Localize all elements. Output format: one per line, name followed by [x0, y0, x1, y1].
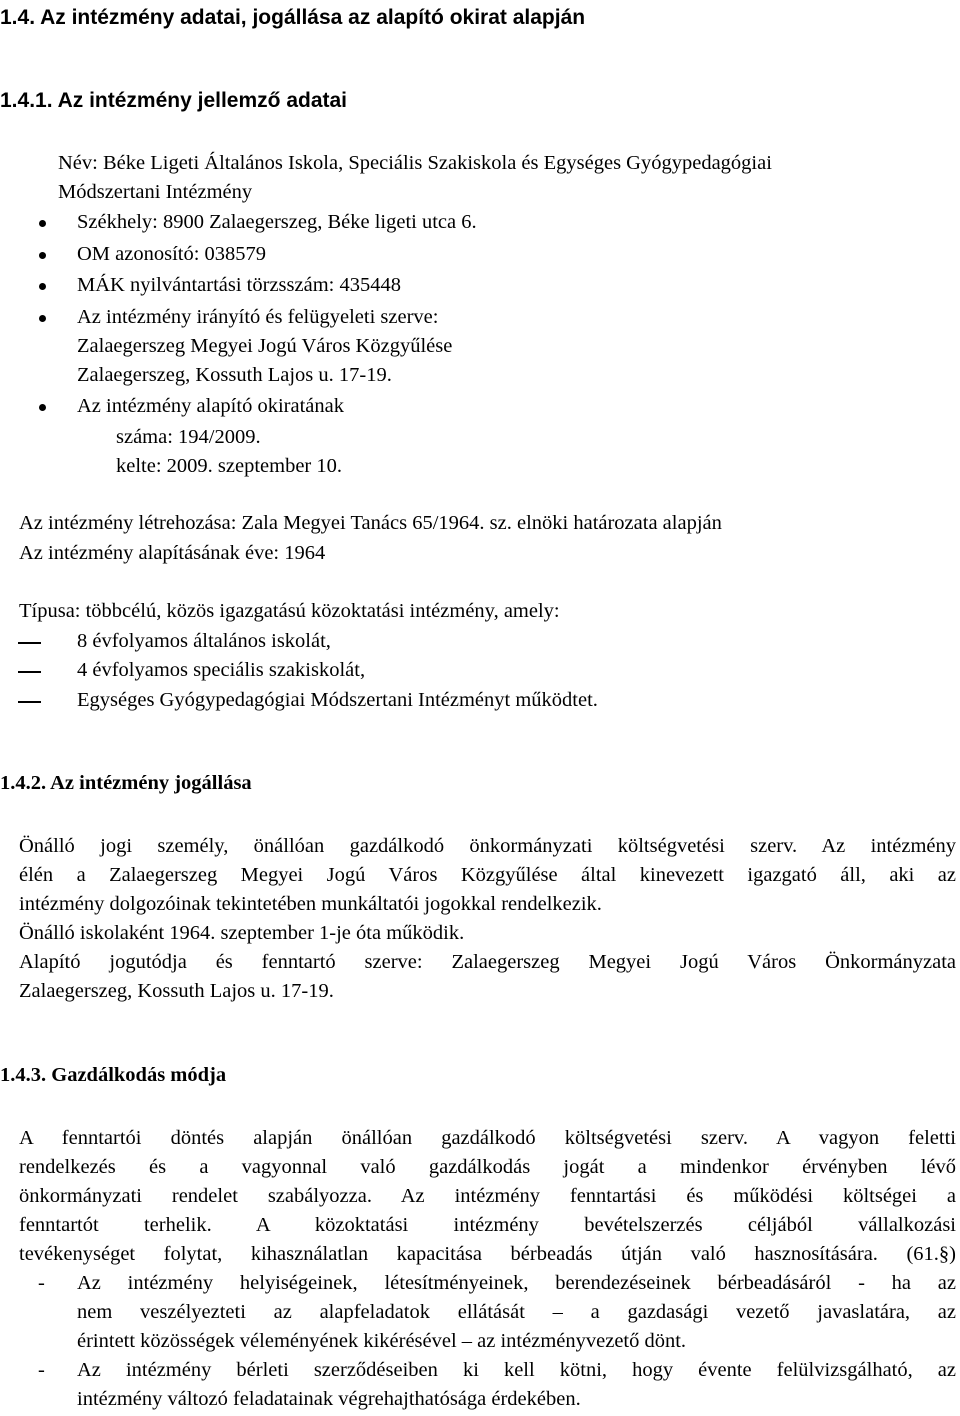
subsection-heading-1: 1.4.1. Az intézmény jellemző adatai [0, 89, 348, 112]
dash-item-line: intézmény változó feladatainak végrehajthatósága érdekében. [77, 1388, 581, 1410]
legal-status-line: Zalaegerszeg, Kossuth Lajos u. 17-19. [19, 980, 334, 1002]
type-item-text: 4 évfolyamos speciális szakiskolát, [77, 659, 366, 681]
dash-item-line: Az intézmény bérleti szerződéseiben ki kell kötni, hogy évente felülvizsgálható, az [77, 1359, 956, 1381]
subsection-heading-2: 1.4.2. Az intézmény jogállása [0, 772, 252, 794]
bullet-mak [77, 271, 401, 301]
dash-item-line: Az intézmény helyiségeinek, létesítményeinek, berendezéseinek bérbeadásáról - ha az [77, 1272, 956, 1294]
mak-text: MÁK nyilvántartási törzsszám: 435448 [77, 274, 401, 296]
legal-status-line: Önálló jogi személy, önállóan gazdálkodó önkormányzati költségvetési szerv. Az intézmény [19, 835, 956, 857]
dash-item-line: érintett közösségek véleményének kikérésével – az intézményvezető dönt. [77, 1330, 687, 1352]
legal-status-line: élén a Zalaegerszeg Megyei Jogú Város Közgyűlése által kinevezett igazgató áll, aki az [19, 864, 956, 886]
finance-line: önkormányzati rendelet szabályozza. Az intézmény fenntartási és működési költségei a [19, 1185, 956, 1207]
bullet-supervisor [77, 303, 438, 333]
seat-text: Székhely: 8900 Zalaegerszeg, Béke ligeti utca 6. [77, 211, 477, 233]
supervisor-text: Az intézmény irányító és felügyeleti szerve: [77, 306, 439, 328]
dash-marker: - [38, 1272, 45, 1294]
legal-status-line: intézmény dolgozóinak tekintetében munkáltatói jogokkal rendelkezik. [19, 893, 602, 915]
supervisor-name: Zalaegerszeg Megyei Jogú Város Közgyűlése [77, 335, 453, 357]
type-item [77, 686, 598, 716]
charter-date: kelte: 2009. szeptember 10. [116, 455, 343, 477]
charter-text: Az intézmény alapító okiratának [77, 395, 344, 417]
type-intro: Típusa: többcélú, közös igazgatású közoktatási intézmény, amely: [19, 600, 560, 622]
finance-line: rendelkezés és a vagyonnal való gazdálkodás jogát a mindenkor érvényben lévő [19, 1156, 956, 1178]
charter-number: száma: 194/2009. [116, 426, 261, 448]
finance-line: A fenntartói döntés alapján önállóan gazdálkodó költségvetési szerv. A vagyon feletti [19, 1127, 956, 1149]
bullet-charter [77, 392, 344, 422]
type-item [77, 627, 331, 657]
type-item [77, 656, 365, 686]
type-item-text: Egységes Gyógypedagógiai Módszertani Intézményt működtet. [77, 689, 598, 711]
dash-item-line: nem veszélyezteti az alapfeladatok ellátását – a gazdasági vezető javaslatára, az [77, 1301, 956, 1323]
founding-line: Az intézmény létrehozása: Zala Megyei Tanács 65/1964. sz. elnöki határozata alapján [19, 512, 722, 534]
supervisor-address: Zalaegerszeg, Kossuth Lajos u. 17-19. [77, 364, 392, 386]
type-item-text: 8 évfolyamos általános iskolát, [77, 630, 331, 652]
legal-status-line: Alapító jogutódja és fenntartó szerve: Zalaegerszeg Megyei Jogú Város Önkormányzata [19, 951, 956, 973]
bullet-om [77, 240, 266, 270]
founding-year: Az intézmény alapításának éve: 1964 [19, 542, 326, 564]
institution-name-line1: Név: Béke Ligeti Általános Iskola, Speciális Szakiskola és Egységes Gyógypedagógiai [58, 152, 772, 174]
finance-line: tevékenységet folytat, kihasználatlan kapacitása bérbeadás útján való hasznosítására. (61.§) [19, 1243, 956, 1265]
section-title: 1.4. Az intézmény adatai, jogállása az alapító okirat alapján [0, 6, 586, 29]
institution-name-line2: Módszertani Intézmény [58, 181, 253, 203]
bullet-seat [77, 208, 477, 238]
dash-marker: - [38, 1359, 45, 1381]
om-text: OM azonosító: 038579 [77, 243, 267, 265]
legal-status-line: Önálló iskolaként 1964. szeptember 1-je óta működik. [19, 922, 465, 944]
finance-line: fenntartót terhelik. A közoktatási intézmény bevételszerzés céljából vállalkozási [19, 1214, 956, 1236]
subsection-heading-3: 1.4.3. Gazdálkodás módja [0, 1064, 227, 1086]
